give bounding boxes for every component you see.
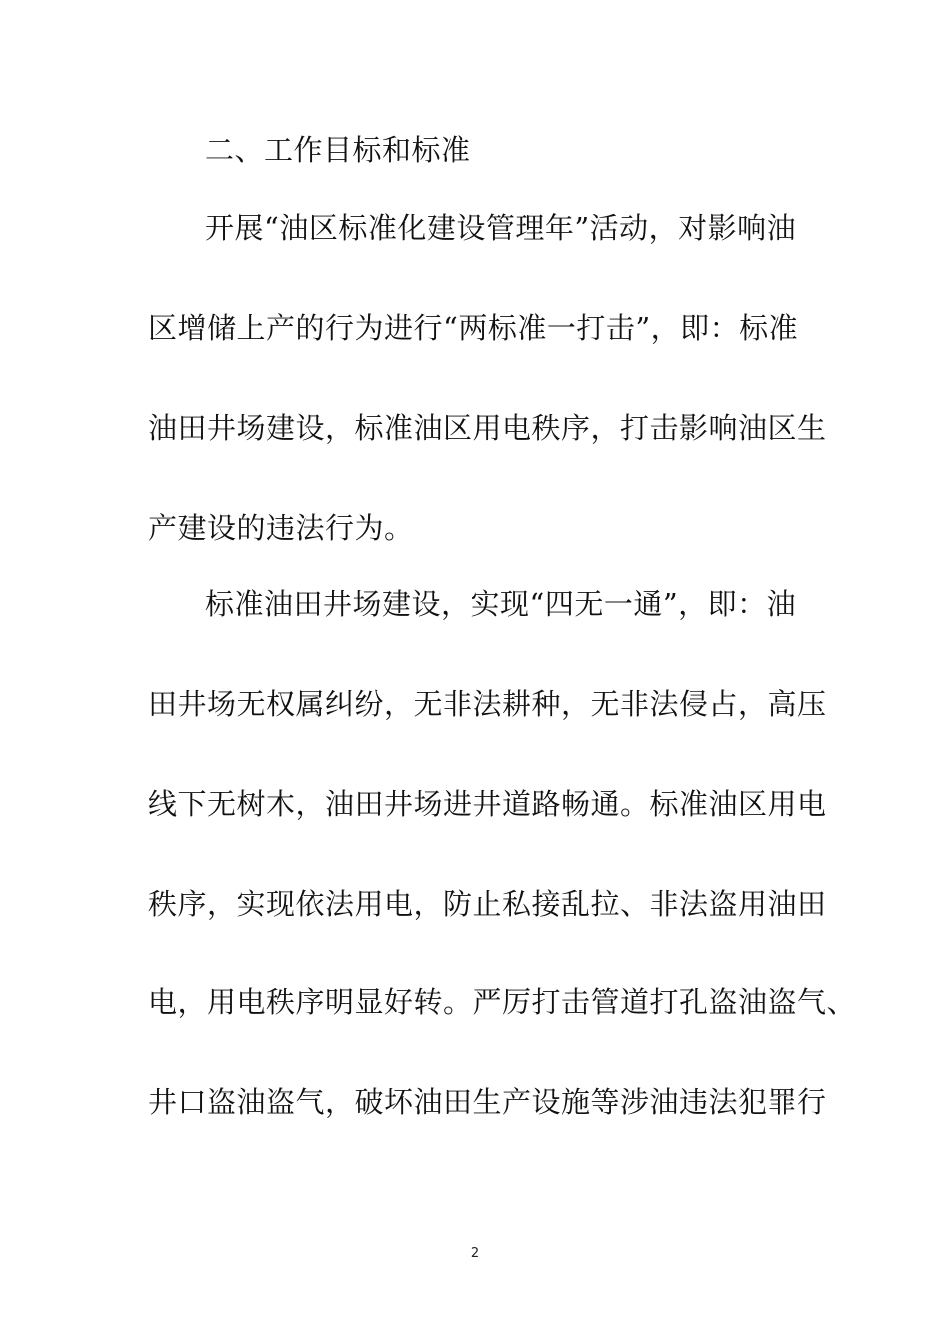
paragraph-line: 田井场无权属纠纷，无非法耕种，无非法侵占，高压 [148, 687, 827, 721]
page-number: 2 [470, 1246, 480, 1261]
paragraph-line: 油田井场建设，标准油区用电秩序，打击影响油区生 [148, 411, 827, 445]
paragraph-line: 区增储上产的行为进行“两标准一打击”，即：标准 [148, 311, 799, 345]
paragraph-line: 开展“油区标准化建设管理年”活动，对影响油 [205, 211, 797, 245]
paragraph-line: 秩序，实现依法用电，防止私接乱拉、非法盗用油田 [148, 887, 827, 921]
paragraph-line: 产建设的违法行为。 [148, 511, 414, 545]
paragraph-line: 标准油田井场建设，实现“四无一通”，即：油 [205, 587, 797, 621]
section-heading: 二、工作目标和标准 [205, 133, 471, 167]
paragraph-line: 井口盗油盗气，破坏油田生产设施等涉油违法犯罪行 [148, 1085, 827, 1119]
paragraph-line: 电，用电秩序明显好转。严厉打击管道打孔盗油盗气、 [148, 985, 857, 1019]
paragraph-line: 线下无树木，油田井场进井道路畅通。标准油区用电 [148, 787, 827, 821]
